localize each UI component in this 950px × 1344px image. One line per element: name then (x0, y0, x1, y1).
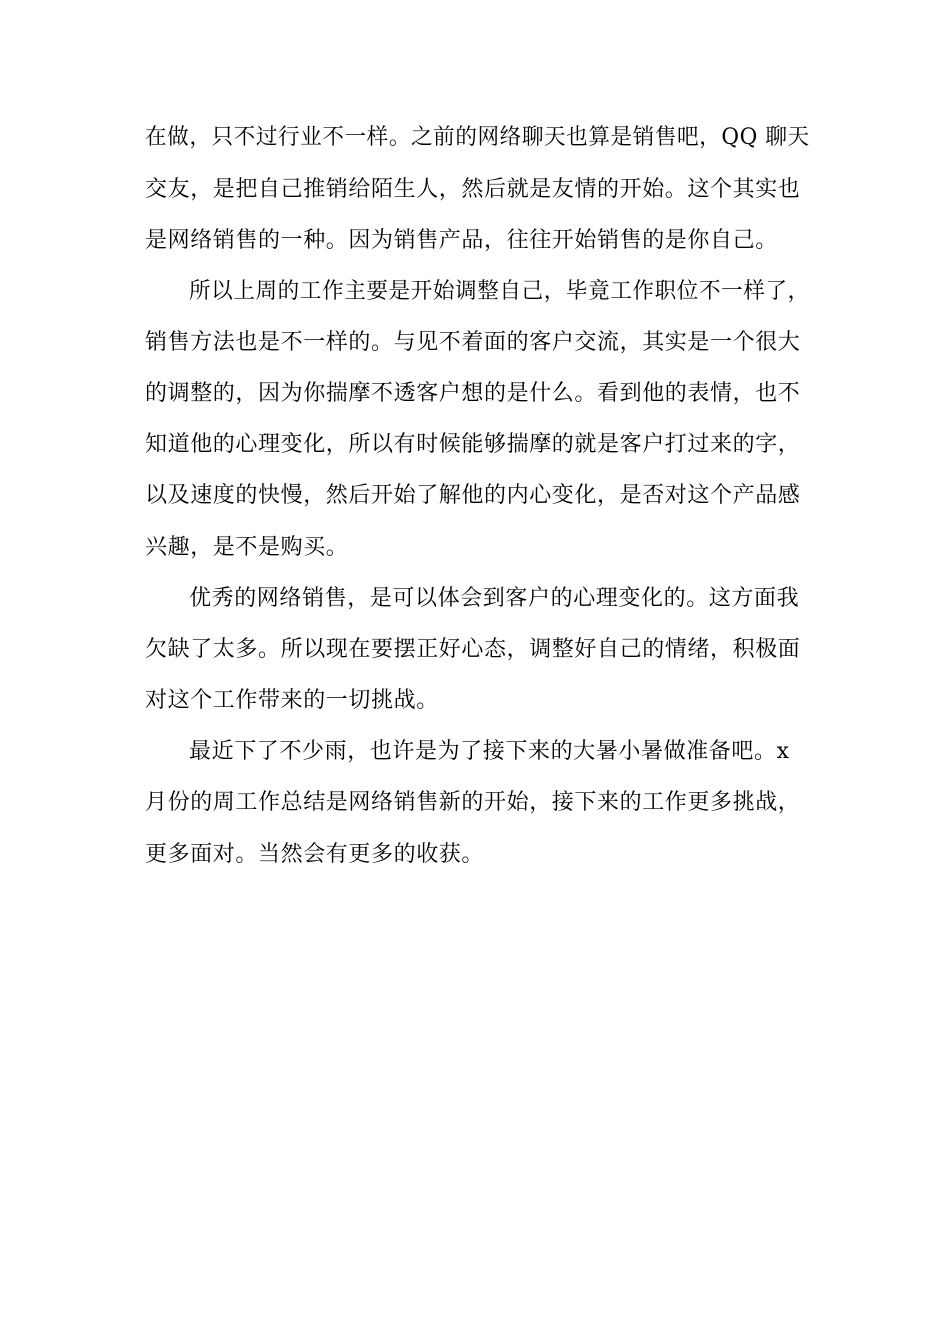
text-line: 在做，只不过行业不一样。之前的网络聊天也算是销售吧，QQ 聊天 (145, 125, 810, 150)
text-line: 对这个工作带来的一切挑战。 (145, 688, 439, 713)
paragraph-start-line: 最近下了不少雨，也许是为了接下来的大暑小暑做准备吧。x (189, 739, 790, 764)
text-line: 更多面对。当然会有更多的收获。 (145, 842, 485, 867)
text-line: 以及速度的快慢，然后开始了解他的内心变化，是否对这个产品感 (145, 483, 801, 508)
text-line: 交友，是把自己推销给陌生人，然后就是友情的开始。这个其实也 (145, 177, 801, 202)
text-line: 兴趣，是不是购买。 (145, 535, 349, 560)
paragraph-start-line: 所以上周的工作主要是开始调整自己，毕竟工作职位不一样了， (189, 279, 810, 304)
paragraph-start-line: 优秀的网络销售，是可以体会到客户的心理变化的。这方面我 (189, 586, 800, 611)
text-line: 销售方法也是不一样的。与见不着面的客户交流，其实是一个很大 (145, 330, 801, 355)
text-line: 月份的周工作总结是网络销售新的开始，接下来的工作更多挑战， (145, 790, 801, 815)
text-line: 是网络销售的一种。因为销售产品，往往开始销售的是你自己。 (145, 228, 778, 253)
text-line: 欠缺了太多。所以现在要摆正好心态，调整好自己的情绪，积极面 (145, 637, 801, 662)
text-line: 知道他的心理变化，所以有时候能够揣摩的就是客户打过来的字， (145, 432, 801, 457)
text-line: 的调整的，因为你揣摩不透客户想的是什么。看到他的表情，也不 (145, 381, 801, 406)
